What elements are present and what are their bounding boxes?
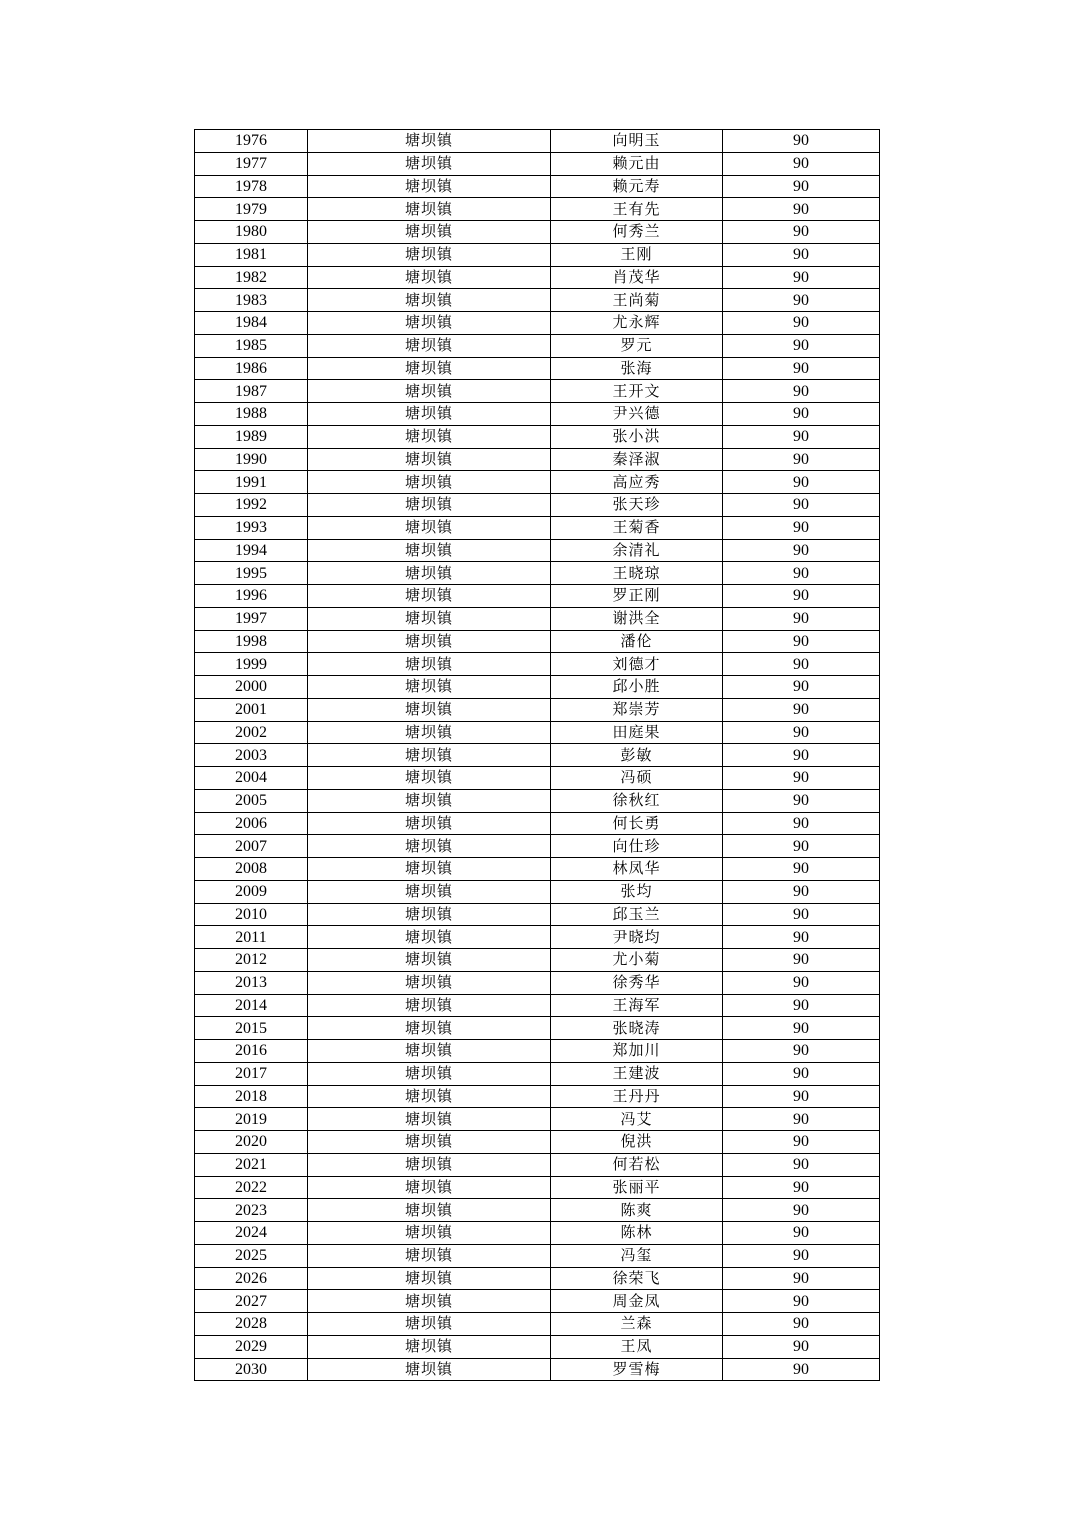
table-body xyxy=(195,130,880,1381)
table-row xyxy=(195,835,880,858)
score-cell: 90 xyxy=(723,1153,880,1176)
score-cell: 90 xyxy=(723,812,880,835)
table-row xyxy=(195,1222,880,1245)
person-name-cell: 周金凤 xyxy=(551,1290,723,1313)
table-row xyxy=(195,312,880,335)
table-row xyxy=(195,1267,880,1290)
person-name-cell: 王建波 xyxy=(551,1062,723,1085)
person-name-cell: 肖茂华 xyxy=(551,266,723,289)
town-cell: 塘坝镇 xyxy=(308,266,551,289)
table-row xyxy=(195,357,880,380)
serial-number-cell: 2024 xyxy=(195,1222,308,1245)
serial-number-cell: 2000 xyxy=(195,676,308,699)
score-cell: 90 xyxy=(723,334,880,357)
person-name-cell: 王刚 xyxy=(551,243,723,266)
town-cell: 塘坝镇 xyxy=(308,562,551,585)
serial-number-cell: 1976 xyxy=(195,130,308,153)
table-row xyxy=(195,585,880,608)
serial-number-cell: 2017 xyxy=(195,1062,308,1085)
person-name-cell: 林凤华 xyxy=(551,858,723,881)
person-name-cell: 王尚菊 xyxy=(551,289,723,312)
table-row xyxy=(195,1017,880,1040)
town-cell: 塘坝镇 xyxy=(308,1085,551,1108)
person-name-cell: 张丽平 xyxy=(551,1176,723,1199)
score-cell: 90 xyxy=(723,880,880,903)
serial-number-cell: 2022 xyxy=(195,1176,308,1199)
table-row xyxy=(195,789,880,812)
score-cell: 90 xyxy=(723,1222,880,1245)
table-row xyxy=(195,698,880,721)
town-cell: 塘坝镇 xyxy=(308,494,551,517)
town-cell: 塘坝镇 xyxy=(308,903,551,926)
serial-number-cell: 2019 xyxy=(195,1108,308,1131)
person-name-cell: 赖元寿 xyxy=(551,175,723,198)
serial-number-cell: 2016 xyxy=(195,1040,308,1063)
person-name-cell: 向仕珍 xyxy=(551,835,723,858)
person-name-cell: 王菊香 xyxy=(551,516,723,539)
serial-number-cell: 2012 xyxy=(195,949,308,972)
town-cell: 塘坝镇 xyxy=(308,858,551,881)
table-row xyxy=(195,994,880,1017)
person-name-cell: 王晓琼 xyxy=(551,562,723,585)
score-cell: 90 xyxy=(723,1131,880,1154)
person-name-cell: 张天珍 xyxy=(551,494,723,517)
score-cell: 90 xyxy=(723,630,880,653)
town-cell: 塘坝镇 xyxy=(308,1199,551,1222)
person-name-cell: 尹兴德 xyxy=(551,403,723,426)
person-name-cell: 郑崇芳 xyxy=(551,698,723,721)
town-cell: 塘坝镇 xyxy=(308,289,551,312)
person-name-cell: 王开文 xyxy=(551,380,723,403)
person-name-cell: 高应秀 xyxy=(551,471,723,494)
table-row xyxy=(195,926,880,949)
serial-number-cell: 2008 xyxy=(195,858,308,881)
town-cell: 塘坝镇 xyxy=(308,698,551,721)
score-cell: 90 xyxy=(723,607,880,630)
town-cell: 塘坝镇 xyxy=(308,357,551,380)
serial-number-cell: 1994 xyxy=(195,539,308,562)
person-name-cell: 张海 xyxy=(551,357,723,380)
table-row xyxy=(195,1290,880,1313)
table-row xyxy=(195,949,880,972)
score-cell: 90 xyxy=(723,1358,880,1381)
table-row xyxy=(195,334,880,357)
table-row xyxy=(195,1040,880,1063)
person-name-cell: 张小洪 xyxy=(551,425,723,448)
serial-number-cell: 1998 xyxy=(195,630,308,653)
score-cell: 90 xyxy=(723,698,880,721)
serial-number-cell: 2010 xyxy=(195,903,308,926)
person-name-cell: 尤小菊 xyxy=(551,949,723,972)
table-row xyxy=(195,903,880,926)
town-cell: 塘坝镇 xyxy=(308,1335,551,1358)
person-name-cell: 谢洪全 xyxy=(551,607,723,630)
table-row xyxy=(195,539,880,562)
town-cell: 塘坝镇 xyxy=(308,630,551,653)
table-row xyxy=(195,289,880,312)
table-row xyxy=(195,1313,880,1336)
person-name-cell: 何若松 xyxy=(551,1153,723,1176)
serial-number-cell: 2011 xyxy=(195,926,308,949)
person-name-cell: 秦泽淑 xyxy=(551,448,723,471)
town-cell: 塘坝镇 xyxy=(308,744,551,767)
score-cell: 90 xyxy=(723,1267,880,1290)
town-cell: 塘坝镇 xyxy=(308,926,551,949)
serial-number-cell: 1996 xyxy=(195,585,308,608)
town-cell: 塘坝镇 xyxy=(308,1222,551,1245)
score-cell: 90 xyxy=(723,198,880,221)
table-row xyxy=(195,767,880,790)
person-name-cell: 冯艾 xyxy=(551,1108,723,1131)
serial-number-cell: 2030 xyxy=(195,1358,308,1381)
table-row xyxy=(195,653,880,676)
serial-number-cell: 2005 xyxy=(195,789,308,812)
person-name-cell: 赖元由 xyxy=(551,152,723,175)
person-name-cell: 罗正刚 xyxy=(551,585,723,608)
score-cell: 90 xyxy=(723,653,880,676)
serial-number-cell: 1992 xyxy=(195,494,308,517)
person-name-cell: 郑加川 xyxy=(551,1040,723,1063)
person-name-cell: 冯硕 xyxy=(551,767,723,790)
person-name-cell: 罗元 xyxy=(551,334,723,357)
score-cell: 90 xyxy=(723,152,880,175)
score-cell: 90 xyxy=(723,1108,880,1131)
score-cell: 90 xyxy=(723,312,880,335)
score-cell: 90 xyxy=(723,425,880,448)
score-cell: 90 xyxy=(723,835,880,858)
person-name-cell: 刘德才 xyxy=(551,653,723,676)
table-row xyxy=(195,1108,880,1131)
table-row xyxy=(195,562,880,585)
person-name-cell: 彭敏 xyxy=(551,744,723,767)
person-name-cell: 陈爽 xyxy=(551,1199,723,1222)
person-name-cell: 徐秋红 xyxy=(551,789,723,812)
table-row xyxy=(195,1062,880,1085)
person-name-cell: 罗雪梅 xyxy=(551,1358,723,1381)
table-row xyxy=(195,1244,880,1267)
town-cell: 塘坝镇 xyxy=(308,767,551,790)
table-row xyxy=(195,494,880,517)
score-cell: 90 xyxy=(723,789,880,812)
person-name-cell: 倪洪 xyxy=(551,1131,723,1154)
serial-number-cell: 1988 xyxy=(195,403,308,426)
score-cell: 90 xyxy=(723,971,880,994)
person-name-cell: 邱玉兰 xyxy=(551,903,723,926)
serial-number-cell: 2029 xyxy=(195,1335,308,1358)
serial-number-cell: 1979 xyxy=(195,198,308,221)
town-cell: 塘坝镇 xyxy=(308,1131,551,1154)
serial-number-cell: 2015 xyxy=(195,1017,308,1040)
town-cell: 塘坝镇 xyxy=(308,312,551,335)
serial-number-cell: 1978 xyxy=(195,175,308,198)
table-row xyxy=(195,516,880,539)
score-cell: 90 xyxy=(723,1199,880,1222)
town-cell: 塘坝镇 xyxy=(308,516,551,539)
serial-number-cell: 1983 xyxy=(195,289,308,312)
table-row xyxy=(195,880,880,903)
score-cell: 90 xyxy=(723,744,880,767)
serial-number-cell: 2014 xyxy=(195,994,308,1017)
table-row xyxy=(195,266,880,289)
person-name-cell: 王丹丹 xyxy=(551,1085,723,1108)
score-cell: 90 xyxy=(723,448,880,471)
score-cell: 90 xyxy=(723,1335,880,1358)
town-cell: 塘坝镇 xyxy=(308,994,551,1017)
person-name-cell: 向明玉 xyxy=(551,130,723,153)
score-cell: 90 xyxy=(723,562,880,585)
score-cell: 90 xyxy=(723,243,880,266)
serial-number-cell: 1987 xyxy=(195,380,308,403)
person-name-cell: 尹晓均 xyxy=(551,926,723,949)
town-cell: 塘坝镇 xyxy=(308,1062,551,1085)
town-cell: 塘坝镇 xyxy=(308,175,551,198)
serial-number-cell: 2006 xyxy=(195,812,308,835)
score-cell: 90 xyxy=(723,403,880,426)
score-cell: 90 xyxy=(723,380,880,403)
town-cell: 塘坝镇 xyxy=(308,198,551,221)
table-row xyxy=(195,1335,880,1358)
town-cell: 塘坝镇 xyxy=(308,812,551,835)
score-cell: 90 xyxy=(723,585,880,608)
town-cell: 塘坝镇 xyxy=(308,539,551,562)
serial-number-cell: 1997 xyxy=(195,607,308,630)
score-cell: 90 xyxy=(723,516,880,539)
town-cell: 塘坝镇 xyxy=(308,1244,551,1267)
score-cell: 90 xyxy=(723,1244,880,1267)
score-cell: 90 xyxy=(723,1290,880,1313)
town-cell: 塘坝镇 xyxy=(308,243,551,266)
table-row xyxy=(195,152,880,175)
table-row xyxy=(195,380,880,403)
serial-number-cell: 2003 xyxy=(195,744,308,767)
score-cell: 90 xyxy=(723,858,880,881)
score-cell: 90 xyxy=(723,1062,880,1085)
town-cell: 塘坝镇 xyxy=(308,1017,551,1040)
town-cell: 塘坝镇 xyxy=(308,835,551,858)
table-row xyxy=(195,607,880,630)
score-cell: 90 xyxy=(723,471,880,494)
table-row xyxy=(195,130,880,153)
town-cell: 塘坝镇 xyxy=(308,1108,551,1131)
score-cell: 90 xyxy=(723,289,880,312)
serial-number-cell: 1977 xyxy=(195,152,308,175)
town-cell: 塘坝镇 xyxy=(308,721,551,744)
table-row xyxy=(195,630,880,653)
person-name-cell: 徐秀华 xyxy=(551,971,723,994)
score-cell: 90 xyxy=(723,721,880,744)
person-name-cell: 潘伦 xyxy=(551,630,723,653)
town-cell: 塘坝镇 xyxy=(308,1290,551,1313)
town-cell: 塘坝镇 xyxy=(308,1358,551,1381)
table-row xyxy=(195,221,880,244)
table-row xyxy=(195,471,880,494)
score-cell: 90 xyxy=(723,926,880,949)
person-name-cell: 王海军 xyxy=(551,994,723,1017)
score-cell: 90 xyxy=(723,1313,880,1336)
town-cell: 塘坝镇 xyxy=(308,1153,551,1176)
score-cell: 90 xyxy=(723,130,880,153)
town-cell: 塘坝镇 xyxy=(308,607,551,630)
serial-number-cell: 2025 xyxy=(195,1244,308,1267)
table-row xyxy=(195,676,880,699)
serial-number-cell: 1982 xyxy=(195,266,308,289)
score-cell: 90 xyxy=(723,175,880,198)
town-cell: 塘坝镇 xyxy=(308,789,551,812)
serial-number-cell: 2007 xyxy=(195,835,308,858)
score-cell: 90 xyxy=(723,1085,880,1108)
person-name-cell: 何秀兰 xyxy=(551,221,723,244)
person-name-cell: 田庭果 xyxy=(551,721,723,744)
serial-number-cell: 1999 xyxy=(195,653,308,676)
serial-number-cell: 2001 xyxy=(195,698,308,721)
table-row xyxy=(195,425,880,448)
town-cell: 塘坝镇 xyxy=(308,880,551,903)
table-row xyxy=(195,403,880,426)
person-name-cell: 徐荣飞 xyxy=(551,1267,723,1290)
score-cell: 90 xyxy=(723,949,880,972)
town-cell: 塘坝镇 xyxy=(308,1267,551,1290)
score-cell: 90 xyxy=(723,1176,880,1199)
score-cell: 90 xyxy=(723,357,880,380)
person-name-cell: 邱小胜 xyxy=(551,676,723,699)
table-row xyxy=(195,1085,880,1108)
table-row xyxy=(195,1131,880,1154)
serial-number-cell: 2002 xyxy=(195,721,308,744)
town-cell: 塘坝镇 xyxy=(308,334,551,357)
town-cell: 塘坝镇 xyxy=(308,403,551,426)
town-cell: 塘坝镇 xyxy=(308,471,551,494)
serial-number-cell: 2028 xyxy=(195,1313,308,1336)
serial-number-cell: 2013 xyxy=(195,971,308,994)
table-row xyxy=(195,1199,880,1222)
town-cell: 塘坝镇 xyxy=(308,585,551,608)
table-row xyxy=(195,198,880,221)
table-row xyxy=(195,1176,880,1199)
serial-number-cell: 1989 xyxy=(195,425,308,448)
serial-number-cell: 1985 xyxy=(195,334,308,357)
table-row xyxy=(195,721,880,744)
score-cell: 90 xyxy=(723,221,880,244)
serial-number-cell: 1984 xyxy=(195,312,308,335)
person-name-cell: 张晓涛 xyxy=(551,1017,723,1040)
serial-number-cell: 2026 xyxy=(195,1267,308,1290)
town-cell: 塘坝镇 xyxy=(308,152,551,175)
person-name-cell: 张均 xyxy=(551,880,723,903)
town-cell: 塘坝镇 xyxy=(308,949,551,972)
town-cell: 塘坝镇 xyxy=(308,653,551,676)
score-cell: 90 xyxy=(723,1017,880,1040)
town-cell: 塘坝镇 xyxy=(308,380,551,403)
serial-number-cell: 1981 xyxy=(195,243,308,266)
data-table xyxy=(194,129,880,1381)
person-name-cell: 尤永辉 xyxy=(551,312,723,335)
town-cell: 塘坝镇 xyxy=(308,971,551,994)
serial-number-cell: 1990 xyxy=(195,448,308,471)
table-row xyxy=(195,1358,880,1381)
score-cell: 90 xyxy=(723,767,880,790)
table-row xyxy=(195,812,880,835)
table-row xyxy=(195,858,880,881)
score-cell: 90 xyxy=(723,994,880,1017)
table-row xyxy=(195,1153,880,1176)
person-name-cell: 何长勇 xyxy=(551,812,723,835)
score-cell: 90 xyxy=(723,676,880,699)
serial-number-cell: 2020 xyxy=(195,1131,308,1154)
score-cell: 90 xyxy=(723,494,880,517)
town-cell: 塘坝镇 xyxy=(308,448,551,471)
serial-number-cell: 2018 xyxy=(195,1085,308,1108)
serial-number-cell: 2004 xyxy=(195,767,308,790)
person-name-cell: 兰森 xyxy=(551,1313,723,1336)
serial-number-cell: 1993 xyxy=(195,516,308,539)
town-cell: 塘坝镇 xyxy=(308,425,551,448)
serial-number-cell: 2023 xyxy=(195,1199,308,1222)
person-name-cell: 王有先 xyxy=(551,198,723,221)
person-name-cell: 王凤 xyxy=(551,1335,723,1358)
table-row xyxy=(195,175,880,198)
serial-number-cell: 1995 xyxy=(195,562,308,585)
serial-number-cell: 1980 xyxy=(195,221,308,244)
serial-number-cell: 2009 xyxy=(195,880,308,903)
serial-number-cell: 2021 xyxy=(195,1153,308,1176)
table-row xyxy=(195,243,880,266)
serial-number-cell: 2027 xyxy=(195,1290,308,1313)
person-name-cell: 余清礼 xyxy=(551,539,723,562)
table-row xyxy=(195,448,880,471)
score-cell: 90 xyxy=(723,903,880,926)
score-cell: 90 xyxy=(723,1040,880,1063)
table-row xyxy=(195,744,880,767)
score-cell: 90 xyxy=(723,266,880,289)
serial-number-cell: 1986 xyxy=(195,357,308,380)
person-name-cell: 陈林 xyxy=(551,1222,723,1245)
person-name-cell: 冯玺 xyxy=(551,1244,723,1267)
table-row xyxy=(195,971,880,994)
town-cell: 塘坝镇 xyxy=(308,130,551,153)
town-cell: 塘坝镇 xyxy=(308,1040,551,1063)
serial-number-cell: 1991 xyxy=(195,471,308,494)
town-cell: 塘坝镇 xyxy=(308,221,551,244)
town-cell: 塘坝镇 xyxy=(308,1176,551,1199)
town-cell: 塘坝镇 xyxy=(308,676,551,699)
town-cell: 塘坝镇 xyxy=(308,1313,551,1336)
score-cell: 90 xyxy=(723,539,880,562)
